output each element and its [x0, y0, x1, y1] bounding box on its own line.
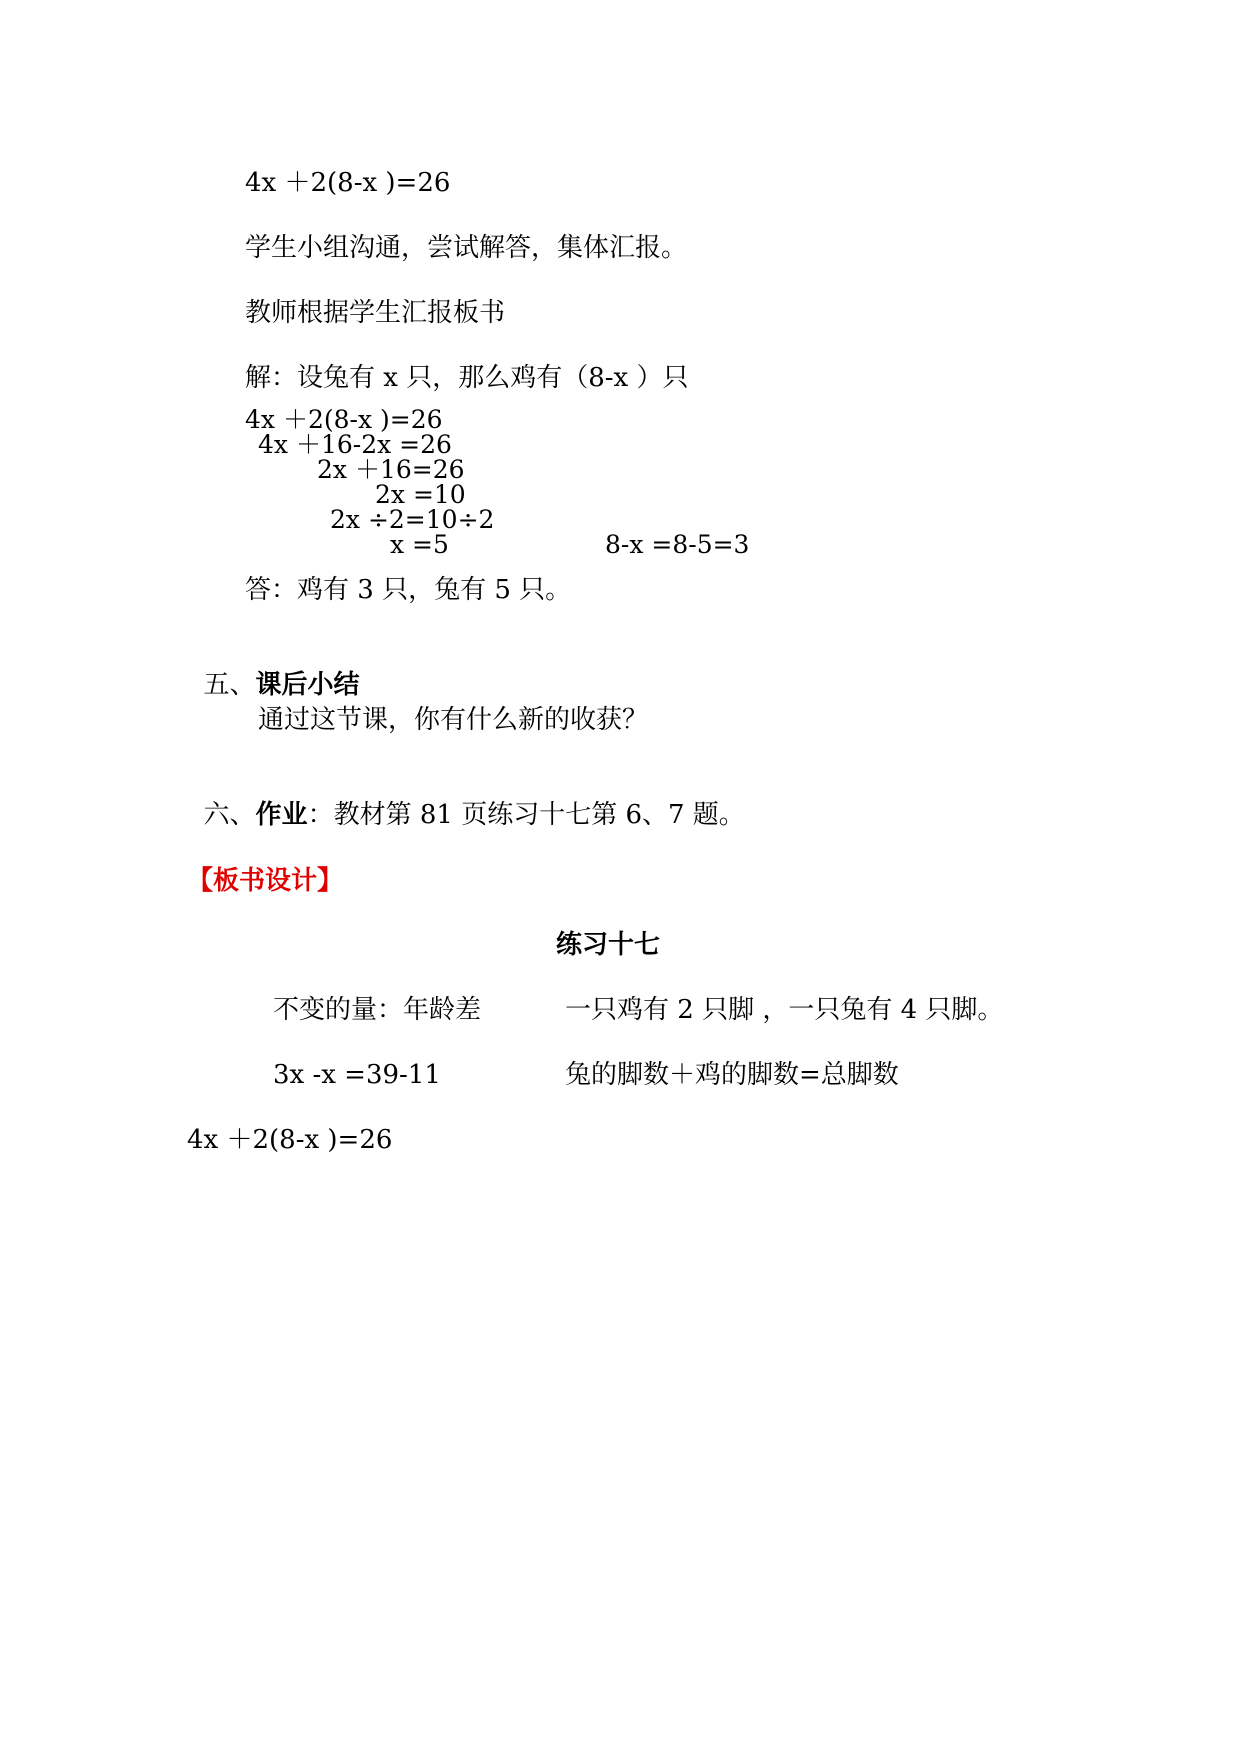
- section6-title: 作业: [255, 800, 308, 830]
- board-design-label: 【板书设计】: [187, 866, 344, 896]
- solution-step: 2x =10: [375, 480, 466, 509]
- board-row1-left: 不变的量：年龄差: [273, 995, 482, 1025]
- section6-colon: ：: [307, 800, 334, 830]
- board-row1-right: 一只鸡有 2 只脚 ，一只兔有 4 只脚。: [565, 995, 1004, 1025]
- solution-step: 2x ＋16=26: [317, 455, 465, 484]
- section6-heading: [187, 770, 745, 830]
- section5-title: 课后小结: [255, 670, 360, 700]
- section6-number: 六、: [203, 800, 256, 830]
- solution-setup: 解：设兔有 x 只，那么鸡有（8-x ）只: [245, 363, 689, 393]
- group-report-text: 学生小组沟通，尝试解答，集体汇报。: [245, 233, 688, 263]
- board-row3: 4x ＋2(8-x )=26: [187, 1125, 393, 1155]
- solution-step: 4x ＋2(8-x )=26: [245, 405, 443, 434]
- solution-step: 2x ÷2=10÷2: [330, 505, 495, 534]
- teacher-note-text: 教师根据学生汇报板书: [245, 298, 506, 328]
- answer-text: 答：鸡有 3 只，兔有 5 只。: [245, 575, 572, 605]
- section5-text: 通过这节课，你有什么新的收获？: [258, 705, 649, 735]
- section5-number: 五、: [203, 670, 256, 700]
- board-design-title: 练习十七: [556, 930, 661, 960]
- board-row2-right: 兔的脚数＋鸡的脚数=总脚数: [565, 1060, 899, 1090]
- section6-text: 教材第 81 页练习十七第 6、7 题。: [333, 800, 745, 830]
- equation-intro: 4x ＋2(8-x )=26: [245, 168, 451, 198]
- solution-step: 4x ＋16-2x =26: [258, 430, 452, 459]
- chicken-calc: 8-x =8-5=3: [605, 530, 750, 559]
- section5-heading: [187, 640, 360, 700]
- solution-step: x =5: [390, 530, 449, 559]
- board-row2-left: 3x -x =39-11: [273, 1060, 441, 1090]
